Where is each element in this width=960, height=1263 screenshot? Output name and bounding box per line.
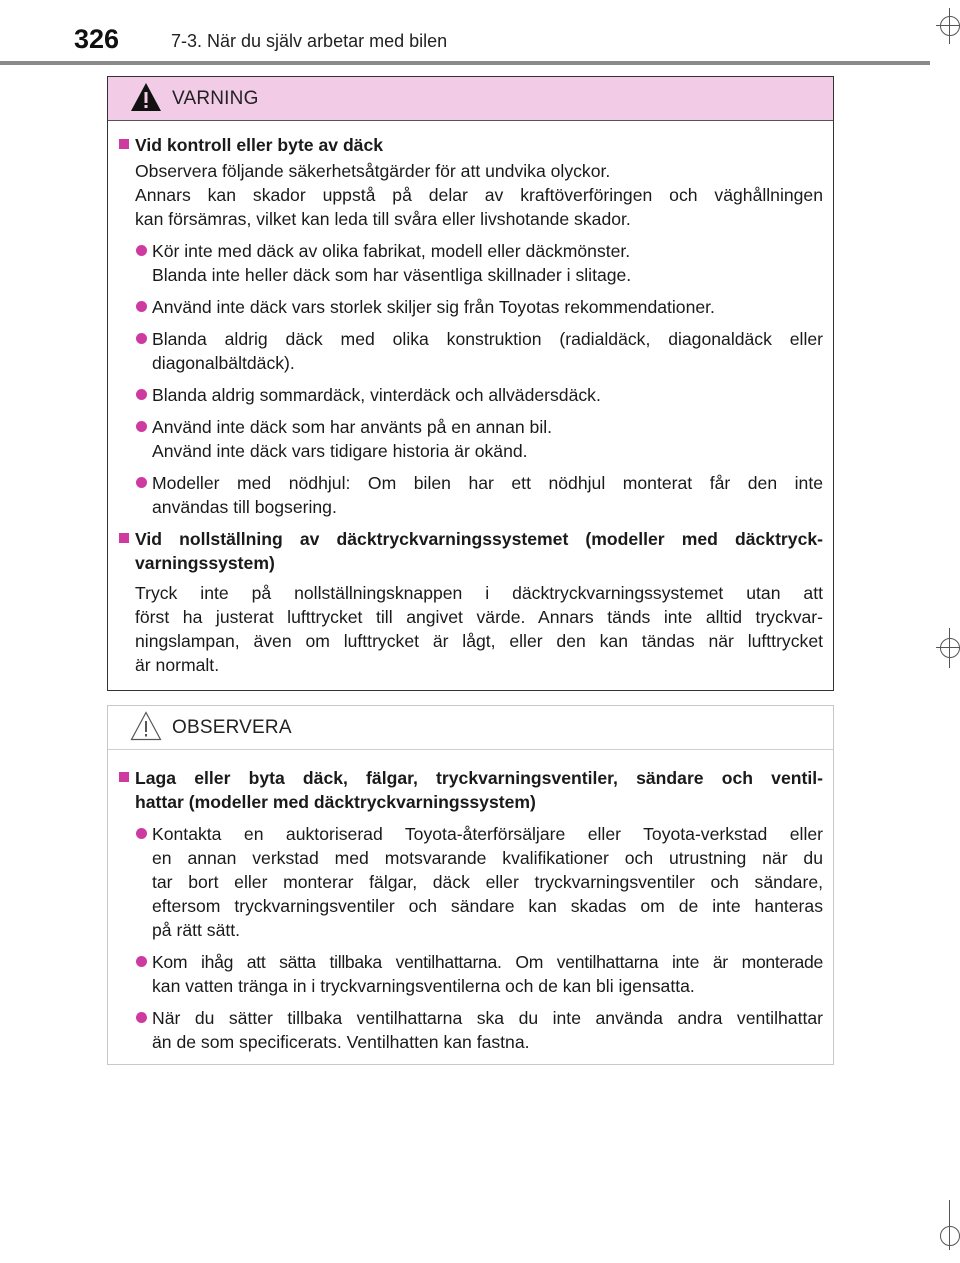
bullet-list [135,822,823,1054]
round-bullet-icon [136,333,147,344]
list-item-line: kan vatten tränga in i tryckvarningsventilerna och de kan bli igensatta. [152,976,695,996]
section-title: 7-3. När du själv arbetar med bilen [171,31,448,51]
list-item-line: Kom ihåg att sätta tillbaka ventilhattarna. Om ventilhattarna inte är monterade [152,952,823,972]
registration-mark-middle [936,628,960,668]
notice-box [107,705,834,1065]
heading-line: varningssystem) [135,553,275,573]
paragraph-line: kan försämras, vilket kan leda till svåra eller livshotande skador. [135,209,631,229]
list-item [135,471,823,519]
square-bullet-icon [119,772,129,782]
paragraph-line: först ha justerat lufttrycket till angivet värde. Annars tänds inte alltid tryckvar- [135,607,823,627]
list-item-line: Kontakta en auktoriserad Toyota-återförsäljare eller Toyota-verkstad eller [152,824,823,844]
bullet-list [135,239,823,519]
heading-line: hattar (modeller med däcktryckvarningssystem) [135,792,536,812]
list-item-line: Kör inte med däck av olika fabrikat, modell eller däckmönster. [152,241,631,261]
list-item-line: diagonalbältdäck). [152,353,295,373]
paragraph-line: Tryck inte på nollställningsknappen i däcktryckvarningssystemet utan att [135,583,823,603]
paragraph-line: Observera följande säkerhetsåtgärder för att undvika olyckor. [135,161,611,181]
list-item-line: Blanda aldrig sommardäck, vinterdäck och allvädersdäck. [152,385,601,405]
registration-mark-top [936,8,960,44]
round-bullet-icon [136,421,147,432]
warning-body [108,121,833,677]
list-item [135,415,823,463]
list-item-line: än de som specificerats. Ventilhatten kan fastna. [152,1032,530,1052]
list-item [135,327,823,375]
round-bullet-icon [136,245,147,256]
square-bullet-icon [119,533,129,543]
heading-line: Laga eller byta däck, fälgar, tryckvarningsventiler, sändare och ventil- [135,768,823,788]
round-bullet-icon [136,1012,147,1023]
header-rule [0,61,930,65]
section-heading [135,527,823,575]
list-item-line: Modeller med nödhjul: Om bilen har ett nödhjul monterat får den inte [152,473,823,493]
list-item-line: Blanda aldrig däck med olika konstruktion (radialdäck, diagonaldäck eller [152,329,823,349]
warning-header [108,77,833,121]
notice-section [118,766,823,1054]
list-item-line: eftersom tryckvarningsventiler och sändare kan skadas om de inte hanteras [152,896,823,916]
warning-triangle-icon [129,81,163,113]
round-bullet-icon [136,301,147,312]
list-item [135,239,823,287]
list-item [135,1006,823,1054]
round-bullet-icon [136,477,147,488]
list-item [135,295,823,319]
notice-body [108,750,833,1054]
section-paragraph [135,581,823,677]
registration-mark-bottom [936,1200,960,1250]
list-item-line: användas till bogsering. [152,497,337,517]
warning-section-tire-check [118,133,823,519]
list-item-line: Använd inte däck vars tidigare historia är okänd. [152,441,528,461]
list-item-line: Använd inte däck som har använts på en annan bil. [152,417,553,437]
list-item [135,950,823,998]
warning-label: VARNING [172,88,259,109]
list-item-line: Använd inte däck vars storlek skiljer sig från Toyotas rekommendationer. [152,297,715,317]
round-bullet-icon [136,956,147,967]
section-paragraph [135,159,823,231]
list-item [135,822,823,942]
round-bullet-icon [136,828,147,839]
warning-section-tpms-reset [118,527,823,677]
paragraph-line: Annars kan skador uppstå på delar av kraftöverföringen och väghållningen [135,185,823,205]
list-item-line: Blanda inte heller däck som har väsentliga skillnader i slitage. [152,265,632,285]
list-item-line: tar bort eller monterar fälgar, däck eller tryckvarningsventiler och sändare, [152,872,823,892]
list-item-line: en annan verkstad med motsvarande kvalifikationer och utrustning när du [152,848,823,868]
warning-box [107,76,834,691]
section-heading: Vid kontroll eller byte av däck [135,135,384,155]
round-bullet-icon [136,389,147,400]
page-number: 326 [74,24,120,54]
notice-header [108,706,833,750]
list-item-line: på rätt sätt. [152,920,241,940]
section-heading [135,766,823,814]
paragraph-line: ningslampan, även om lufttrycket är lågt, eller den kan tändas när lufttrycket [135,631,823,651]
paragraph-line: är normalt. [135,655,220,675]
list-item-line: När du sätter tillbaka ventilhattarna ska du inte använda andra ventilhattar [152,1008,823,1028]
notice-label: OBSERVERA [172,717,292,738]
list-item [135,383,823,407]
caution-triangle-outline-icon [129,710,163,742]
heading-line: Vid nollställning av däcktryckvarningssystemet (modeller med däcktryck- [135,529,823,549]
square-bullet-icon [119,139,129,149]
